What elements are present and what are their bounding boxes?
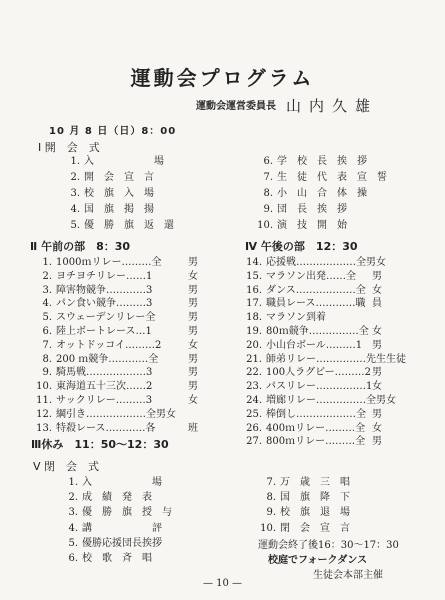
program-item xyxy=(36,422,198,435)
program-item xyxy=(36,408,176,421)
item-title: 1000ｍリレー………全 xyxy=(56,257,162,268)
item-participants: 男 xyxy=(188,298,198,310)
program-item xyxy=(246,353,406,366)
program-item xyxy=(258,476,350,489)
item-number: 4. xyxy=(70,204,80,215)
item-participants: 男 xyxy=(372,270,382,282)
item-title: 優 勝 旗 返 還 xyxy=(84,220,174,231)
item-participants: 男 xyxy=(188,257,198,268)
program-item xyxy=(36,339,198,352)
item-title: 講 評 xyxy=(82,522,162,534)
item-number: 11. xyxy=(36,395,52,406)
item-number: 9. xyxy=(263,204,273,215)
item-participants: 男 xyxy=(188,381,198,393)
item-title: パスリレー……………1 xyxy=(266,381,373,393)
item-title: 入 場 xyxy=(84,156,164,167)
item-number: 9. xyxy=(42,367,52,379)
item-title: 演 技 開 始 xyxy=(277,220,347,231)
program-item xyxy=(246,270,382,283)
item-number: 17. xyxy=(246,298,262,310)
program-item xyxy=(36,380,198,393)
item-number: 10. xyxy=(36,381,52,393)
item-title: 東海道五十三次……2 xyxy=(56,381,153,393)
section-morning-title: Ⅱ 午前の部 8：30 xyxy=(30,240,131,253)
program-item xyxy=(255,219,347,232)
item-title: 綱引き………………全男女 xyxy=(56,408,176,420)
program-item xyxy=(246,325,382,338)
item-participants: 女 xyxy=(188,339,198,351)
program-item xyxy=(36,284,198,297)
program-item xyxy=(258,506,350,519)
item-number: 12. xyxy=(36,408,52,420)
item-number: 3. xyxy=(70,188,80,199)
item-title: 職員レース…………職 xyxy=(266,298,366,310)
item-participants: 女 xyxy=(372,326,382,337)
item-title: 国 旗 掲 揚 xyxy=(84,204,154,215)
section-afternoon-title: Ⅳ 午後の部 12：30 xyxy=(245,240,358,253)
item-title: 学 校 長 挨 拶 xyxy=(277,156,367,167)
item-number: 1. xyxy=(70,156,80,167)
host-note: 生徒会本部主催 xyxy=(313,570,383,581)
item-number: 6. xyxy=(263,156,273,167)
item-title: オットドッコイ………2 xyxy=(56,339,162,351)
folk-dance-text: 校庭でフォークダンス xyxy=(268,555,368,566)
item-number: 3. xyxy=(68,507,78,519)
program-item xyxy=(60,537,162,550)
item-title: 師弟リレー……………先生生徒 xyxy=(266,353,406,365)
program-item xyxy=(36,366,198,379)
item-title: パン食い競争………3 xyxy=(56,298,153,310)
program-item xyxy=(60,552,152,565)
item-participants: 員 xyxy=(372,298,382,310)
item-number: 7. xyxy=(266,477,276,488)
item-title: 校 歌 斉 唱 xyxy=(82,553,152,564)
program-item xyxy=(255,155,367,168)
item-title: 80ｍ競争……………全 xyxy=(266,326,369,337)
item-title: 優 勝 旗 授 与 xyxy=(82,507,172,519)
item-number: 18. xyxy=(246,312,262,324)
item-number: 25. xyxy=(246,408,262,420)
program-item xyxy=(36,297,198,310)
item-number: 14. xyxy=(246,257,262,268)
item-title: 陸上ボートレース…1 xyxy=(56,326,152,337)
item-number: 8. xyxy=(263,188,273,199)
item-title: 校 旗 入 場 xyxy=(84,188,154,199)
item-number: 10. xyxy=(260,522,276,534)
item-title: マラソン出発……全 xyxy=(266,270,356,282)
section-opening-heading: Ⅰ 開 会 式 xyxy=(38,141,100,154)
item-title: 生 徒 代 表 宣 誓 xyxy=(277,172,387,183)
item-title: マラソン到着 xyxy=(266,312,326,324)
program-item xyxy=(246,422,382,435)
item-participants: 女 xyxy=(372,284,382,296)
item-title: 校 旗 退 場 xyxy=(280,507,350,519)
program-item xyxy=(36,353,198,366)
section-break-heading xyxy=(31,436,169,452)
item-title: 増廊リレー……………全男女 xyxy=(266,395,396,406)
item-number: 27. xyxy=(246,436,262,448)
item-number: 16. xyxy=(246,284,262,296)
item-title: 開 会 宣 言 xyxy=(84,172,154,183)
item-number: 13. xyxy=(36,422,52,434)
page-title: 運動会プログラム xyxy=(130,66,315,90)
item-participants: 男 xyxy=(188,326,198,337)
program-item xyxy=(62,155,164,168)
program-item xyxy=(246,284,382,297)
item-number: 8. xyxy=(42,353,52,365)
program-item xyxy=(258,491,350,504)
item-title: 200 ｍ競争…………全 xyxy=(56,353,159,365)
program-item xyxy=(246,339,382,352)
item-number: 21. xyxy=(246,353,262,365)
program-item xyxy=(246,435,382,448)
item-number: 6. xyxy=(42,326,52,337)
program-item xyxy=(62,219,174,232)
program-item xyxy=(246,394,396,407)
item-participants: 女 xyxy=(188,270,198,282)
folk-dance-note xyxy=(268,551,367,566)
program-item xyxy=(60,476,162,489)
program-item xyxy=(255,203,347,216)
item-number: 2. xyxy=(68,492,78,504)
item-title: 小山台ボール………1 xyxy=(266,339,363,351)
item-title: 棒倒し………………全 xyxy=(266,408,366,420)
program-item xyxy=(36,325,198,338)
item-participants: 男 xyxy=(372,408,382,420)
item-title: ヨチヨチリレー……1 xyxy=(56,270,153,282)
item-title: 入 場 xyxy=(82,477,162,488)
item-number: 7. xyxy=(263,172,273,183)
item-number: 9. xyxy=(266,507,276,519)
item-title: スウェーデンリレー全 xyxy=(56,312,156,324)
program-item xyxy=(246,408,382,421)
chair-name: 山内久雄 xyxy=(286,97,379,115)
program-item xyxy=(60,522,162,535)
item-number: 1. xyxy=(42,257,52,268)
item-title: 成 績 発 表 xyxy=(82,492,152,504)
item-number: 4. xyxy=(42,298,52,310)
program-item xyxy=(60,491,152,504)
item-participants: 女 xyxy=(372,381,382,393)
program-item xyxy=(246,311,326,324)
item-number: 22. xyxy=(246,367,262,379)
item-number: 5. xyxy=(70,220,80,231)
item-number: 26. xyxy=(246,422,262,434)
item-title: 閉 会 宣 言 xyxy=(280,522,350,534)
program-item xyxy=(246,366,382,379)
page-number: — 10 — xyxy=(202,578,243,589)
item-participants: 男 xyxy=(188,312,198,324)
chairperson xyxy=(196,95,378,116)
program-item xyxy=(62,203,154,216)
program-item xyxy=(36,394,198,407)
item-number: 3. xyxy=(42,284,52,296)
program-item xyxy=(246,380,382,393)
item-title: 障害物競争…………3 xyxy=(56,284,153,296)
program-item xyxy=(255,187,367,200)
item-title: サックリレー………3 xyxy=(56,395,153,406)
item-number: 5. xyxy=(42,312,52,324)
item-title: 100人ラグビー………2 xyxy=(266,367,372,379)
item-participants: 女 xyxy=(188,395,198,406)
after-event-time: 運動会終了後16：30～17：30 xyxy=(258,540,399,551)
item-participants: 男 xyxy=(188,367,198,379)
item-number: 4. xyxy=(68,522,78,534)
section-morning-heading xyxy=(30,238,130,254)
program-item xyxy=(60,506,172,519)
item-number: 24. xyxy=(246,395,262,406)
item-participants: 男 xyxy=(188,284,198,296)
program-item xyxy=(36,256,198,269)
item-title: 国 旗 降 下 xyxy=(280,492,350,504)
event-date: 10 月 8 日（日）8：00 xyxy=(49,126,177,137)
section-closing-heading: Ⅴ 閉 会 式 xyxy=(33,460,100,473)
chair-role: 運動会運営委員長 xyxy=(196,101,276,112)
item-number: 1. xyxy=(68,477,78,488)
item-number: 15. xyxy=(246,270,262,282)
item-title: 団 長 挨 拶 xyxy=(277,204,347,215)
program-item xyxy=(258,522,350,535)
item-number: 2. xyxy=(70,172,80,183)
item-title: ダンス………………全 xyxy=(266,284,366,296)
item-number: 19. xyxy=(246,326,262,337)
section-afternoon-heading xyxy=(245,238,358,254)
item-title: 400ｍリレー………全 xyxy=(266,422,366,434)
item-participants: 男 xyxy=(372,339,382,351)
program-item xyxy=(36,311,198,324)
item-number: 2. xyxy=(42,270,52,282)
item-participants: 男 xyxy=(372,367,382,379)
program-item xyxy=(62,187,154,200)
item-title: 万 歳 三 唱 xyxy=(280,477,350,488)
item-participants: 女 xyxy=(372,422,382,434)
program-item xyxy=(62,171,154,184)
item-number: 5. xyxy=(68,537,78,549)
program-item xyxy=(255,171,387,184)
item-number: 8. xyxy=(266,492,276,504)
item-participants: 男 xyxy=(372,436,382,448)
program-item xyxy=(246,297,382,310)
program-item xyxy=(246,256,386,269)
item-number: 10. xyxy=(257,220,273,231)
section-break-title: Ⅲ休み 11：50～12：30 xyxy=(31,438,169,451)
item-number: 6. xyxy=(68,553,78,564)
item-number: 7. xyxy=(42,339,52,351)
item-number: 20. xyxy=(246,339,262,351)
item-participants: 男 xyxy=(188,353,198,365)
program-item xyxy=(36,270,198,283)
item-title: 特殺レース…………各 xyxy=(56,422,156,434)
item-title: 小 山 合 体 操 xyxy=(277,188,367,199)
item-number: 23. xyxy=(246,381,262,393)
item-participants: 班 xyxy=(188,422,198,434)
item-title: 応援戦………………全男女 xyxy=(266,257,386,268)
item-title: 優勝応援団長挨拶 xyxy=(82,537,162,549)
item-title: 800ｍリレー………全 xyxy=(266,436,366,448)
item-title: 騎馬戦………………3 xyxy=(56,367,153,379)
